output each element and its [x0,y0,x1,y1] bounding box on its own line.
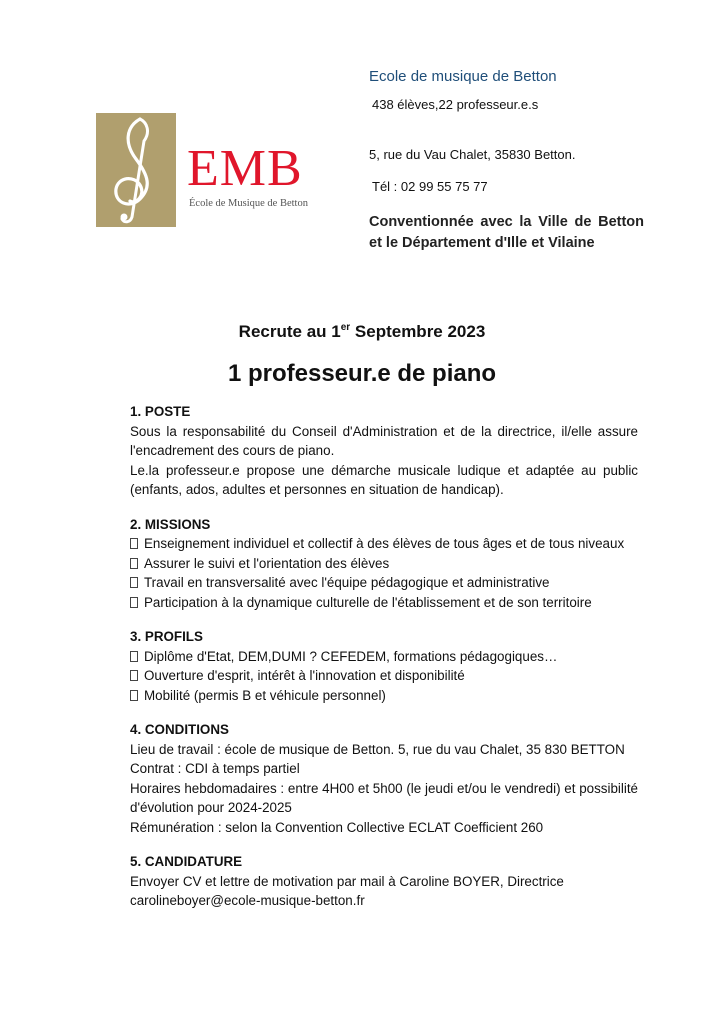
section-poste [130,402,638,500]
treble-clef-logo-block [96,113,176,227]
remuneration: Rémunération : selon la Convention Collective ECLAT Coefficient 260 [130,819,544,835]
list-item [130,686,638,706]
contact-email: carolineboyer@ecole-musique-betton.fr [130,893,365,908]
convention-note: Conventionnée avec la Ville de Betton et le Département d'Ille et Vilaine [369,214,644,251]
section-conditions [130,720,638,837]
school-address: 5, rue du Vau Chalet, 35830 Betton. [369,147,576,162]
school-counts: 438 élèves,22 professeur.e.s [372,97,539,112]
list-item [130,534,638,554]
treble-clef-icon [96,113,176,227]
list-item [130,573,638,593]
list-item-text: Enseignement individuel et collectif à des élèves de tous âges et de tous niveaux [144,536,625,551]
recruit-suffix: Septembre 2023 [350,322,486,341]
section-title: 4. CONDITIONS [130,722,229,737]
list-item-text: Ouverture d'esprit, intérêt à l'innovation et disponibilité [144,668,465,683]
application-instructions: Envoyer CV et lettre de motivation par mail à Caroline BOYER, Directrice [130,873,564,889]
section-title: 3. PROFILS [130,629,203,644]
recruit-date [0,322,724,342]
section-candidature [130,852,638,911]
school-logo [96,113,327,227]
school-phone: Tél : 02 99 55 75 77 [372,179,488,194]
section-title: 1. POSTE [130,404,191,419]
poste-paragraph-2: Le.la professeur.e propose une démarche musicale ludique et adaptée au public (enfants, ados, adultes et personnes en situation de handicap). [130,462,638,497]
recruit-ordinal: er [340,322,351,333]
contract-type: Contrat : CDI à temps partiel [130,761,300,776]
job-title: 1 professeur.e de piano [227,360,497,387]
logo-emb-text: EMB [187,140,303,197]
list-item-text: Mobilité (permis B et véhicule personnel) [144,687,386,703]
weekly-hours: Horaires hebdomadaires : entre 4H00 et 5h00 (le jeudi et/ou le vendredi) et possibilité d'évolution pour 2024-2025 [130,780,638,815]
bullet-box-icon [130,597,138,608]
school-name: Ecole de musique de Betton [369,68,557,85]
section-title: 2. MISSIONS [130,516,211,532]
list-item [130,593,638,613]
bullet-box-icon [130,651,138,662]
bullet-box-icon [130,577,138,588]
list-item-text: Assurer le suivi et l'orientation des élèves [144,555,390,571]
section-missions [130,515,638,613]
bullet-box-icon [130,538,138,549]
list-item [130,666,638,686]
work-location: Lieu de travail : école de musique de Betton. 5, rue du vau Chalet, 35 830 BETTON [130,741,625,757]
list-item [130,554,638,574]
poste-paragraph-1: Sous la responsabilité du Conseil d'Administration et de la directrice, il/elle assure l'encadrement des cours de piano. [130,423,638,458]
bullet-box-icon [130,558,138,569]
bullet-box-icon [130,690,138,701]
list-item-text: Diplôme d'Etat, DEM,DUMI ? CEFEDEM, formations pédagogiques… [144,648,558,664]
job-description [130,402,638,926]
section-title: 5. CANDIDATURE [130,854,243,869]
recruit-prefix: Recrute au 1 [238,322,341,341]
list-item [130,647,638,667]
list-item-text: Participation à la dynamique culturelle de l'établissement et de son territoire [144,594,592,610]
list-item-text: Travail en transversalité avec l'équipe pédagogique et administrative [144,575,550,590]
logo-subtitle: École de Musique de Betton [189,198,308,209]
bullet-box-icon [130,670,138,681]
section-profils [130,627,638,705]
